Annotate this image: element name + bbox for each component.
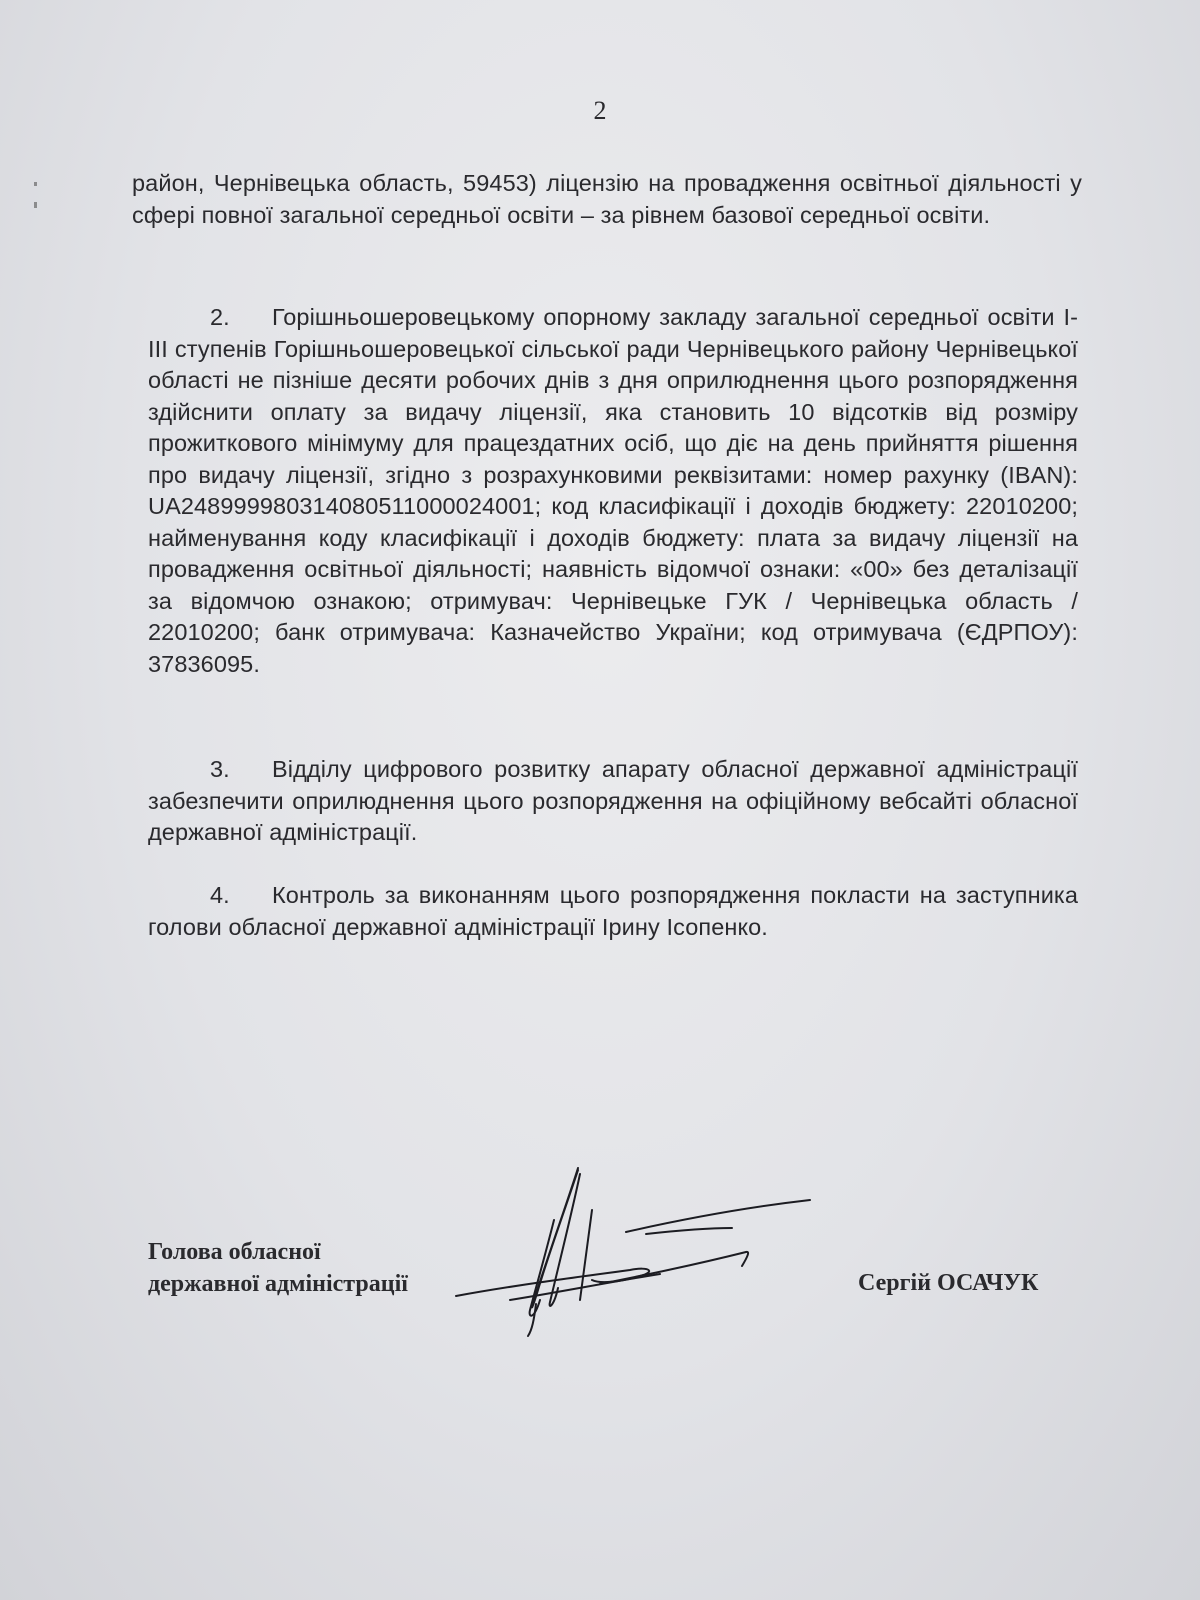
signatory-name: Сергій ОСАЧУК [858,1270,1039,1296]
handwritten-signature [450,1160,830,1340]
paragraph-text: Відділу цифрового розвитку апарату обласної державної адміністрації забезпечити оприлюднення цього розпорядження на офіційному вебсайті обласної державної адміністрації. [148,756,1078,845]
paragraph-text: район, Чернівецька область, 59453) ліцензію на провадження освітньої діяльності у сфері повної загальної середньої освіти – за рівнем базової середньої освіти. [132,170,1082,228]
margin-mark [34,202,37,208]
paragraph-text: Горішньошеровецькому опорному закладу загальної середньої освіти І-ІІІ ступенів Горішньошеровецької сільської ради Чернівецького району Чернівецької області не пізніше десяти робочих днів з дня оприлюднення цього розпорядження здійснити оплату за видачу ліцензії, яка становить 10 відсотків від розміру прожиткового мінімуму для працездатних осіб, що діє на день прийняття рішення про видачу ліцензії, згідно з розрахунковими реквізитами: номер рахунку (IBAN): UA248999980314080511000024001; код класифікації і доходів бюджету: 22010200; найменування коду класифікації і доходів бюджету: плата за видачу ліцензії на провадження освітньої діяльності; наявність відомчої ознаки: «00» без деталізації за відомчою ознакою; отримувач: Чернівецьке ГУК / Чернівецька область / 22010200; банк отримувача: Казначейство України; код отримувача (ЄДРПОУ): 37836095. [148,304,1078,677]
signatory-title-line: Голова обласної [148,1239,321,1265]
paragraph-continuation [132,168,1082,231]
paragraph-number: 3. [210,756,230,782]
paragraph-number: 2. [210,304,230,330]
paragraph-3 [148,754,1078,849]
paragraph-4 [148,880,1078,943]
page-number: 2 [593,96,607,125]
margin-mark [34,182,37,186]
paragraph-text: Контроль за виконанням цього розпорядження покласти на заступника голови обласної державної адміністрації Ірину Ісопенко. [148,882,1078,940]
signatory-title-line: державної адміністрації [148,1271,408,1297]
paragraph-number: 4. [210,882,230,908]
paragraph-2 [148,302,1078,680]
signatory-title [148,1236,408,1300]
